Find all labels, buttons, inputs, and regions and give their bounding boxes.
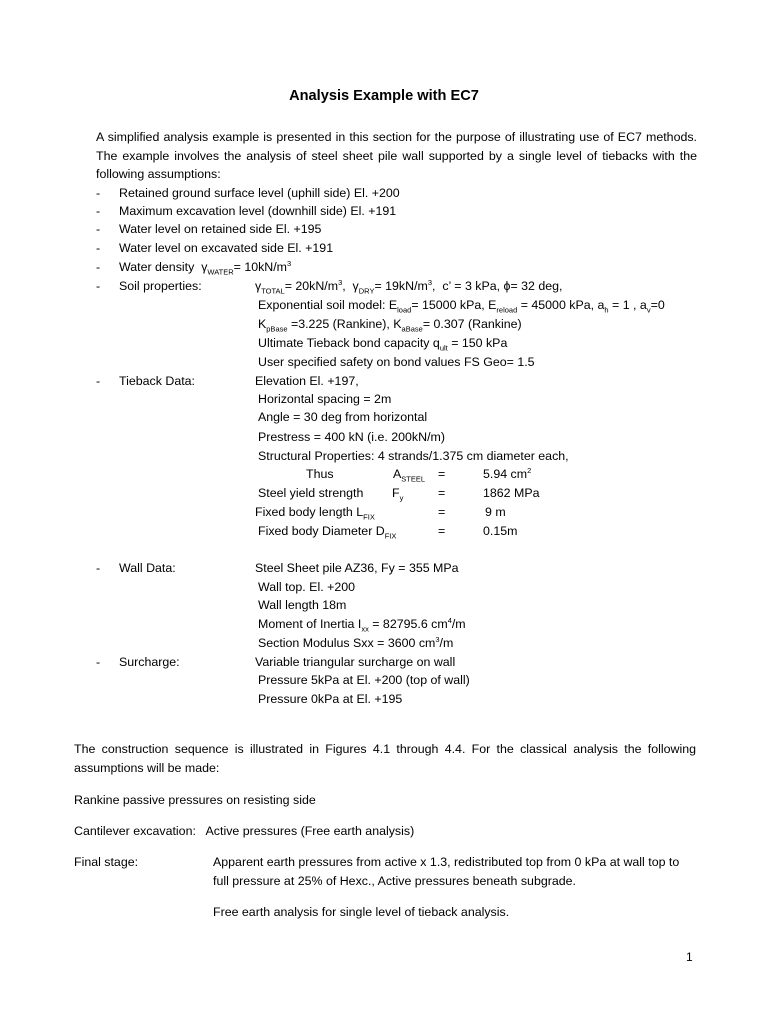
bullet-dash: - <box>96 222 101 236</box>
subscript: aBase <box>401 324 423 334</box>
value-text: = 19kN/m <box>374 279 428 293</box>
value-text: , γ <box>342 279 359 293</box>
value-text: A <box>393 467 402 481</box>
bullet-dash: - <box>96 260 101 274</box>
subscript: FIX <box>384 531 397 541</box>
bullet-dash: - <box>96 655 101 669</box>
surcharge-label: Surcharge: <box>119 655 180 669</box>
value-text: 5.94 cm <box>483 467 528 481</box>
tieback-spacing: Horizontal spacing = 2m <box>258 392 392 406</box>
value-text: =0 <box>650 298 665 312</box>
gamma-symbol: γ <box>201 260 208 274</box>
bullet-text: Maximum excavation level (downhill side) El. +191 <box>119 204 397 218</box>
fixed-diameter-value: 0.15m <box>483 524 518 538</box>
yield-value: 1862 MPa <box>483 486 540 500</box>
free-earth-text: Free earth analysis for single level of tieback analysis. <box>213 905 510 919</box>
subscript: FIX <box>363 512 375 522</box>
area-symbol <box>393 465 425 484</box>
surcharge-line2: Pressure 5kPa at El. +200 (top of wall) <box>258 673 470 687</box>
value-text: Fixed body Diameter D <box>258 524 385 538</box>
wall-inertia <box>258 615 466 634</box>
subscript: pBase <box>266 324 288 334</box>
water-density-value: = 10kN/m <box>233 260 288 274</box>
rankine-text <box>258 315 522 334</box>
equals-sign: = <box>438 486 446 500</box>
safety-factor-text: User specified safety on bond values FS Geo= 1.5 <box>258 355 535 369</box>
value-text: F <box>392 486 400 500</box>
value-text: /m <box>451 617 466 631</box>
wall-top: Wall top. El. +200 <box>258 580 355 594</box>
value-text: Moment of Inertia I <box>258 617 362 631</box>
superscript: 3 <box>435 634 440 644</box>
bullet-dash: - <box>96 241 101 255</box>
value-text: K <box>258 317 267 331</box>
water-density-label: Water density <box>119 260 195 274</box>
rankine-passive-paragraph: Rankine passive pressures on resisting side <box>74 793 316 807</box>
subscript: xx <box>361 624 369 634</box>
bullet-text: Retained ground surface level (uphill side) El. +200 <box>119 186 400 200</box>
superscript: 3 <box>427 277 433 287</box>
tieback-elevation: Elevation El. +197, <box>255 374 359 388</box>
subscript: v <box>646 305 651 315</box>
subscript: y <box>399 493 404 503</box>
value-text: = 20kN/m <box>284 279 339 293</box>
subscript: load <box>397 305 412 315</box>
gamma-symbol: γ <box>255 279 262 293</box>
final-stage-text: Apparent earth pressures from active x 1.3, redistributed top from 0 kPa at wall top to full pressure at 25% of Hexc., Active pressures beneath subgrade. <box>213 855 680 888</box>
tieback-prestress: Prestress = 400 kN (i.e. 200kN/m) <box>258 430 445 444</box>
tieback-label: Tieback Data: <box>119 374 195 388</box>
final-stage-label: Final stage: <box>74 855 139 869</box>
cantilever-paragraph: Cantilever excavation: Active pressures (Free earth analysis) <box>74 824 415 838</box>
soil-properties-label: Soil properties: <box>119 279 202 293</box>
bullet-dash: - <box>96 186 101 200</box>
document-title: Analysis Example with EC7 <box>289 88 479 104</box>
intro-paragraph: A simplified analysis example is presented in this section for the purpose of illustrating use of EC7 methods. The example involves the analysis of steel sheet pile wall supported by a single level of tiebacks with the following assumptions: <box>96 130 697 181</box>
soil-model-text <box>258 296 665 315</box>
bullet-text: Water level on excavated side El. +191 <box>119 241 334 255</box>
superscript: 3 <box>287 258 292 268</box>
value-text: Fixed body length L <box>255 505 364 519</box>
subscript: DRY <box>358 286 375 296</box>
superscript: 2 <box>527 465 532 475</box>
wall-pile-type: Steel Sheet pile AZ36, Fy = 355 MPa <box>255 561 459 575</box>
tieback-structural: Structural Properties: 4 strands/1.375 cm diameter each, <box>258 449 569 463</box>
subscript: STEEL <box>401 474 426 484</box>
value-text: , c’ = 3 kPa, ϕ= 32 deg, <box>432 279 563 293</box>
bullet-dash: - <box>96 561 101 575</box>
subscript: h <box>604 305 609 315</box>
equals-sign: = <box>438 467 446 481</box>
superscript: 3 <box>338 277 343 287</box>
equals-sign: = <box>438 524 446 538</box>
value-text: Exponential soil model: E <box>258 298 398 312</box>
fixed-length-value: 9 m <box>485 505 506 519</box>
soil-unit-weights <box>255 277 562 296</box>
thus-label: Thus <box>306 467 334 481</box>
yield-label: Steel yield strength <box>258 486 364 500</box>
bullet-dash: - <box>96 279 101 293</box>
area-value <box>483 465 531 484</box>
subscript: reload <box>496 305 518 315</box>
value-text: = 45000 kPa, a <box>517 298 605 312</box>
surcharge-line1: Variable triangular surcharge on wall <box>255 655 456 669</box>
value-text: = 82795.6 cm <box>368 617 448 631</box>
construction-sequence-paragraph: The construction sequence is illustrated in Figures 4.1 through 4.4. For the classical analysis the following assumptions will be made: <box>74 742 696 775</box>
subscript: TOTAL <box>261 286 285 296</box>
wall-modulus <box>258 634 453 653</box>
tieback-angle: Angle = 30 deg from horizontal <box>258 410 428 424</box>
wall-length: Wall length 18m <box>258 598 347 612</box>
value-text: Ultimate Tieback bond capacity q <box>258 336 440 350</box>
surcharge-line3: Pressure 0kPa at El. +195 <box>258 692 403 706</box>
bond-capacity-text <box>258 334 507 353</box>
fixed-diameter-label <box>258 522 396 541</box>
page-number: 1 <box>686 950 693 964</box>
superscript: 4 <box>447 615 452 625</box>
subscript: WATER <box>207 267 234 277</box>
yield-symbol <box>392 484 403 503</box>
bullet-text: Water level on retained side El. +195 <box>119 222 322 236</box>
value-text: Section Modulus Sxx = 3600 cm <box>258 636 436 650</box>
subscript: ult <box>439 343 448 353</box>
wall-data-label: Wall Data: <box>119 561 176 575</box>
bullet-dash: - <box>96 204 101 218</box>
value-text: =3.225 (Rankine), K <box>287 317 402 331</box>
value-text: = 1 , a <box>608 298 647 312</box>
value-text: = 150 kPa <box>447 336 508 350</box>
equals-sign: = <box>438 505 446 519</box>
fixed-length-label <box>255 503 375 522</box>
bullet-dash: - <box>96 374 101 388</box>
value-text: /m <box>439 636 454 650</box>
value-text: = 0.307 (Rankine) <box>422 317 522 331</box>
bullet-text <box>119 258 291 277</box>
value-text: = 15000 kPa, E <box>411 298 497 312</box>
